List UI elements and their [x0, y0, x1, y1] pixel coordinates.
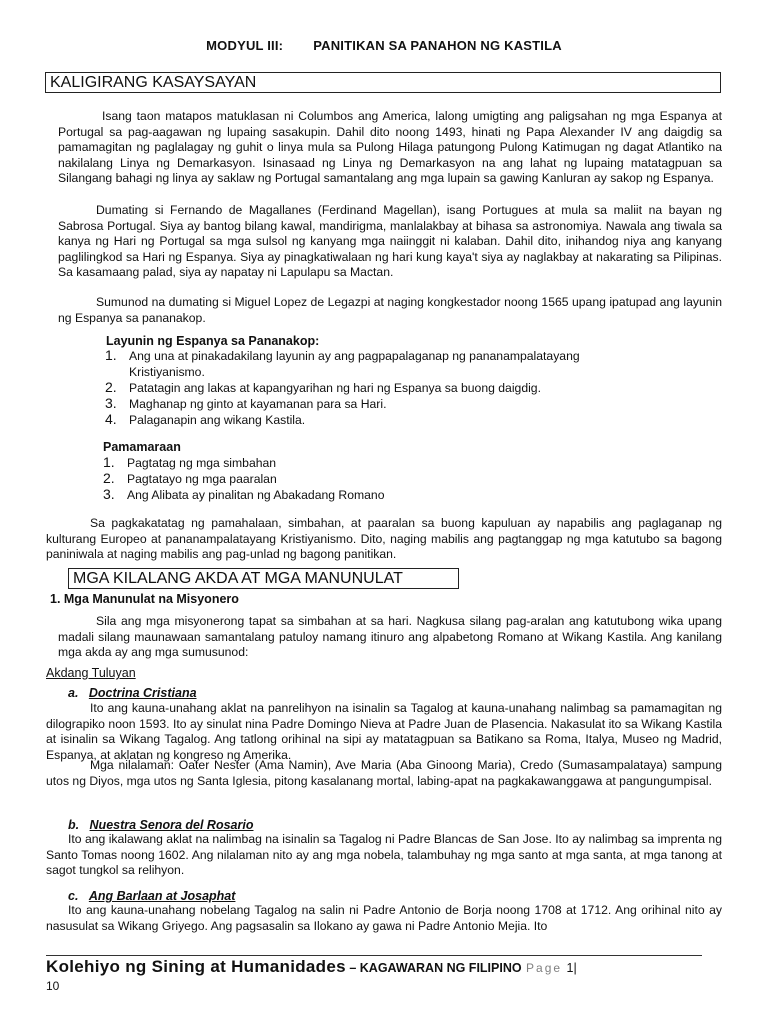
paragraph-rosario: Ito ang ikalawang aklat na nalimbag na isinalin sa Tagalog ni Padre Blancas de San Jose. Ito ay nalimbag sa imprenta ng Santo Tomas noong 1602. Ang nilalaman nito ay ang mga nobela, talambuhay ng mga santo at mga santa, at mga tanong at sagot tungkol sa relihyon.	[46, 832, 722, 877]
footer-bar: |	[573, 961, 577, 975]
paragraph-magellan: Dumating si Fernando de Magallanes (Ferdinand Magellan), isang Portugues at mula sa maliit na bayan ng Sabrosa Portugal. Siya ay bantog bilang kawal, mandirigma, manlalakbay at bihasa sa astronomiya. Nawala ang tiwala sa kanya ng Hari ng Portugal sa mga sulsol ng kanyang mga naiinggit ni kalaban. Dahil dito, inihandog niya ang kanyang paglilingkod sa Hari ng Espanya. Siya ay pinagkatiwalaan ng hari kung kaya't siya ay naglakbay at nakarating sa Pilipinas. Sa kasamaang palad, siya ay napatay ni Lapulapu sa Mactan.	[58, 203, 722, 279]
footer-divider	[46, 955, 702, 956]
list-item: 2. Patatagin ang lakas at kapangyarihan ng hari ng Espanya sa buong daigdig.	[105, 379, 541, 395]
page-footer	[46, 957, 726, 977]
item-title-barlaan: c. Ang Barlaan at Josaphat	[68, 889, 236, 903]
list-item: 1. Ang una at pinakadakilang layunin ay ang pagpapalaganap ng pananampalatayang Kristiyanismo.	[105, 347, 580, 379]
subheading-manunulat: 1. Mga Manunulat na Misyonero	[50, 592, 239, 606]
footer-dash: –	[345, 961, 360, 975]
footer-total-pages: 10	[46, 979, 60, 993]
list-item: 2. Pagtatayo ng mga paaralan	[103, 470, 277, 486]
list-item: 1. Pagtatag ng mga simbahan	[103, 454, 277, 470]
footer-page-number: 1	[566, 961, 574, 975]
list-item: 3. Ang Alibata ay pinalitan ng Abakadang Romano	[103, 486, 385, 502]
module-header	[0, 38, 768, 53]
footer-page-word: Page	[526, 961, 563, 975]
footer-department: KAGAWARAN NG FILIPINO	[359, 961, 522, 975]
item-title-rosario: b. Nuestra Senora del Rosario	[68, 818, 254, 832]
section-heading-akda: MGA KILALANG AKDA AT MGA MANUNULAT	[68, 568, 459, 589]
list-item: 3. Maghanap ng ginto at kayamanan para sa Hari.	[105, 395, 387, 411]
module-number: MODYUL III:	[206, 38, 284, 53]
paragraph-columbus: Isang taon matapos matuklasan ni Columbos ang America, lalong umigting ang paligsahan ng mga Espanya at Portugal sa pag-aagawan ng lupaing sasakupin. Dahil dito noong 1493, hinati ng Papa Alexander IV ang daigdig sa pamamagitan ng paglalagay ng guhit o linya mula sa Pulong Hilaga patungong Pulong Katimugan ng dagat Atlantiko na nakilalang Linya ng Demarkasyon. Isinasaad ng Linya ng Demarkasyon na ang lahat ng lupaing matatagpuan sa Silangang bahagi ng linya ay saklaw ng Portugal samantalang ang mga lupain sa gawing Kanluran ay sakop ng Espanya.	[58, 109, 722, 185]
section-heading-kaligiran: KALIGIRANG KASAYSAYAN	[45, 72, 721, 93]
pamamaraan-list	[103, 455, 503, 503]
pamamaraan-heading: Pamamaraan	[103, 440, 181, 454]
footer-college: Kolehiyo ng Sining at Humanidades	[46, 957, 346, 976]
akdang-tuluyan-heading: Akdang Tuluyan	[46, 666, 136, 680]
list-item: 4. Palaganapin ang wikang Kastila.	[105, 411, 306, 427]
paragraph-barlaan: Ito ang kauna-unahang nobelang Tagalog na salin ni Padre Antonio de Borja noong 1708 at 1712. Ang orihinal nito ay nasusulat sa Wikang Griyego. Ang pagsasalin sa Ilokano ay gawa ni Padre Antonio Mejia. Ito	[46, 903, 722, 933]
module-title: PANITIKAN SA PANAHON NG KASTILA	[313, 38, 562, 53]
paragraph-kulturang-europeo: Sa pagkakatatag ng pamahalaan, simbahan, at paaralan sa buong kapuluan ay napabilis ang paglaganap ng kulturang Europeo at pananampalatayang Kristiyanismo. Dito, naging mabilis ang pagtanggap ng mga katutubo sa bagong paniniwala at naging mabilis ang pag-unlad ng bagong panitikan.	[46, 516, 722, 561]
item-title-doctrina: a. Doctrina Cristiana	[68, 686, 197, 700]
paragraph-doctrina-nilalaman: Mga nilalaman: Oater Nester (Ama Namin), Ave Maria (Aba Ginoong Maria), Credo (Sumasampalataya) sampung utos ng Diyos, mga utos ng Santa Iglesia, pitong kasalanang mortal, labing-apat na pagkakawanggawa at pangungumpisal.	[46, 758, 722, 788]
layunin-list	[105, 348, 595, 428]
paragraph-legazpi: Sumunod na dumating si Miguel Lopez de Legazpi at naging kongkestador noong 1565 upang ipatupad ang layunin ng Espanya sa pananakop.	[58, 295, 722, 325]
paragraph-doctrina: Ito ang kauna-unahang aklat na panrelihyon na isinalin sa Tagalog at kauna-unahang nalimbag sa pamamagitan ng dilograpiko noon 1593. Ito ay sinulat nina Padre Domingo Nieva at Padre Juan de Plasencia. Nakasulat ito sa Wikang Kastila at isinalin sa Wikang Tagalog. Ang tatlong orihinal na sipi ay matatagpuan sa Batikano sa Roma, Italya, Museo ng Madrid, Espanya, at aklatan ng kongreso ng Amerika.	[46, 701, 722, 762]
layunin-heading: Layunin ng Espanya sa Pananakop:	[106, 334, 320, 348]
paragraph-misyonero: Sila ang mga misyonerong tapat sa simbahan at sa hari. Nagkusa silang pag-aralan ang katutubong wika upang madali silang maunawaan samantalang patuloy namang itinuro ang alpabetong Romano at Wikang Kastila. Ang kanilang mga akda ay ang mga sumusunod:	[58, 614, 722, 659]
